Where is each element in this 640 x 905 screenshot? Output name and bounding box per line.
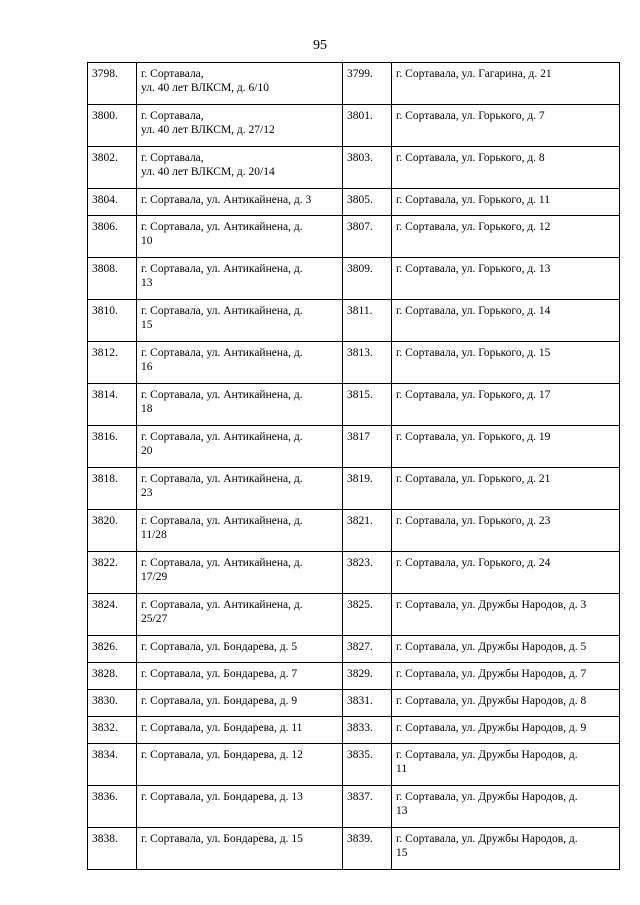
address-line: г. Сортавала, ул. Антикайнена, д.	[141, 263, 303, 275]
address-table	[87, 62, 620, 870]
address-line: г. Сортавала, ул. Антикайнена, д.	[141, 305, 303, 317]
address-line: г. Сортавала, ул. Антикайнена, д.	[141, 347, 303, 359]
entry-number-right: 3839.	[343, 828, 392, 870]
table-row	[88, 216, 620, 258]
address-line: г. Сортавала, ул. Дружбы Народов, д. 3	[396, 599, 587, 611]
address-line: г. Сортавала, ул. Дружбы Народов, д.	[396, 833, 578, 845]
address-left	[137, 690, 343, 717]
address-line: г. Сортавала, ул. Бондарева, д. 5	[141, 641, 298, 653]
address-line: г. Сортавала, ул. Бондарева, д. 9	[141, 695, 298, 707]
address-right	[392, 468, 620, 510]
entry-number-left: 3822.	[88, 552, 137, 594]
entry-number-right: 3821.	[343, 510, 392, 552]
address-line: 18	[141, 403, 153, 415]
table-row	[88, 510, 620, 552]
address-line: г. Сортавала, ул. Дружбы Народов, д. 7	[396, 668, 587, 680]
table-row	[88, 189, 620, 216]
entry-number-left: 3816.	[88, 426, 137, 468]
entry-number-right: 3825.	[343, 594, 392, 636]
entry-number-left: 3832.	[88, 717, 137, 744]
address-line: г. Сортавала, ул. Горького, д. 17	[396, 389, 551, 401]
address-right	[392, 690, 620, 717]
address-line: 13	[141, 277, 153, 289]
entry-number-right: 3811.	[343, 300, 392, 342]
address-line: г. Сортавала, ул. Горького, д. 24	[396, 557, 551, 569]
table-row	[88, 384, 620, 426]
address-line: г. Сортавала, ул. Горького, д. 13	[396, 263, 551, 275]
address-line: 17/29	[141, 571, 168, 583]
entry-number-right: 3823.	[343, 552, 392, 594]
address-line: ул. 40 лет ВЛКСМ, д. 20/14	[141, 166, 275, 178]
address-right	[392, 828, 620, 870]
table-row	[88, 258, 620, 300]
address-line: г. Сортавала, ул. Гагарина, д. 21	[396, 68, 552, 80]
address-left	[137, 744, 343, 786]
address-line: г. Сортавала, ул. Горького, д. 23	[396, 515, 551, 527]
table-row	[88, 426, 620, 468]
address-line: г. Сортавала, ул. Бондарева, д. 13	[141, 791, 303, 803]
address-right	[392, 552, 620, 594]
entry-number-left: 3800.	[88, 105, 137, 147]
address-left	[137, 552, 343, 594]
entry-number-right: 3815.	[343, 384, 392, 426]
address-left	[137, 216, 343, 258]
entry-number-left: 3810.	[88, 300, 137, 342]
entry-number-right: 3801.	[343, 105, 392, 147]
address-left	[137, 426, 343, 468]
address-left	[137, 384, 343, 426]
address-line: 16	[141, 361, 153, 373]
address-line: г. Сортавала, ул. Дружбы Народов, д.	[396, 749, 578, 761]
address-right	[392, 105, 620, 147]
entry-number-left: 3814.	[88, 384, 137, 426]
address-right	[392, 342, 620, 384]
entry-number-right: 3805.	[343, 189, 392, 216]
address-left	[137, 63, 343, 105]
table-row	[88, 594, 620, 636]
address-line: г. Сортавала, ул. Антикайнена, д.	[141, 221, 303, 233]
address-line: г. Сортавала, ул. Дружбы Народов, д. 8	[396, 695, 587, 707]
entry-number-right: 3817	[343, 426, 392, 468]
address-left	[137, 147, 343, 189]
address-left	[137, 786, 343, 828]
entry-number-right: 3799.	[343, 63, 392, 105]
address-right	[392, 300, 620, 342]
entry-number-right: 3809.	[343, 258, 392, 300]
address-line: 11	[396, 763, 408, 775]
address-right	[392, 786, 620, 828]
address-line: 15	[141, 319, 153, 331]
address-line: г. Сортавала, ул. Горького, д. 14	[396, 305, 551, 317]
entry-number-left: 3838.	[88, 828, 137, 870]
address-line: г. Сортавала, ул. Бондарева, д. 11	[141, 722, 303, 734]
address-left	[137, 189, 343, 216]
table-row	[88, 342, 620, 384]
address-line: г. Сортавала, ул. Дружбы Народов, д. 5	[396, 641, 587, 653]
entry-number-left: 3808.	[88, 258, 137, 300]
address-line: г. Сортавала, ул. Горького, д. 19	[396, 431, 551, 443]
address-line: г. Сортавала,	[141, 110, 204, 122]
entry-number-right: 3807.	[343, 216, 392, 258]
table-row	[88, 690, 620, 717]
address-line: г. Сортавала, ул. Антикайнена, д.	[141, 473, 303, 485]
table-row	[88, 717, 620, 744]
address-line: 11/28	[141, 529, 167, 541]
address-line: г. Сортавала, ул. Антикайнена, д.	[141, 557, 303, 569]
address-right	[392, 717, 620, 744]
address-left	[137, 663, 343, 690]
entry-number-right: 3835.	[343, 744, 392, 786]
address-right	[392, 216, 620, 258]
address-right	[392, 663, 620, 690]
address-line: 15	[396, 847, 408, 859]
entry-number-left: 3830.	[88, 690, 137, 717]
table-row	[88, 663, 620, 690]
table-row	[88, 552, 620, 594]
entry-number-right: 3831.	[343, 690, 392, 717]
entry-number-left: 3802.	[88, 147, 137, 189]
entry-number-left: 3820.	[88, 510, 137, 552]
address-line: 10	[141, 235, 153, 247]
address-line: г. Сортавала, ул. Горького, д. 21	[396, 473, 551, 485]
entry-number-left: 3828.	[88, 663, 137, 690]
address-right	[392, 510, 620, 552]
address-line: г. Сортавала, ул. Горького, д. 12	[396, 221, 551, 233]
address-right	[392, 594, 620, 636]
entry-number-right: 3813.	[343, 342, 392, 384]
table-row	[88, 636, 620, 663]
address-right	[392, 147, 620, 189]
address-line: г. Сортавала, ул. Антикайнена, д.	[141, 515, 303, 527]
address-line: 13	[396, 805, 408, 817]
address-line: г. Сортавала, ул. Антикайнена, д.	[141, 599, 303, 611]
address-line: г. Сортавала,	[141, 152, 204, 164]
address-left	[137, 717, 343, 744]
address-line: 20	[141, 445, 153, 457]
table-row	[88, 744, 620, 786]
address-right	[392, 63, 620, 105]
address-table-body	[88, 63, 620, 870]
entry-number-right: 3837.	[343, 786, 392, 828]
table-row	[88, 468, 620, 510]
address-line: г. Сортавала, ул. Бондарева, д. 7	[141, 668, 298, 680]
entry-number-right: 3803.	[343, 147, 392, 189]
address-line: г. Сортавала, ул. Антикайнена, д.	[141, 389, 303, 401]
address-right	[392, 744, 620, 786]
entry-number-left: 3806.	[88, 216, 137, 258]
address-left	[137, 342, 343, 384]
entry-number-left: 3824.	[88, 594, 137, 636]
address-line: г. Сортавала, ул. Дружбы Народов, д.	[396, 791, 578, 803]
entry-number-left: 3818.	[88, 468, 137, 510]
table-row	[88, 147, 620, 189]
address-line: г. Сортавала, ул. Антикайнена, д. 3	[141, 194, 312, 206]
address-left	[137, 636, 343, 663]
address-line: г. Сортавала, ул. Горького, д. 11	[396, 194, 551, 206]
address-right	[392, 636, 620, 663]
address-line: г. Сортавала,	[141, 68, 204, 80]
address-line: г. Сортавала, ул. Горького, д. 7	[396, 110, 545, 122]
address-right	[392, 384, 620, 426]
address-line: г. Сортавала, ул. Горького, д. 8	[396, 152, 545, 164]
address-left	[137, 828, 343, 870]
address-line: ул. 40 лет ВЛКСМ, д. 6/10	[141, 82, 269, 94]
entry-number-left: 3798.	[88, 63, 137, 105]
entry-number-right: 3827.	[343, 636, 392, 663]
address-line: г. Сортавала, ул. Антикайнена, д.	[141, 431, 303, 443]
address-right	[392, 189, 620, 216]
address-line: ул. 40 лет ВЛКСМ, д. 27/12	[141, 124, 275, 136]
entry-number-right: 3819.	[343, 468, 392, 510]
table-row	[88, 828, 620, 870]
table-row	[88, 300, 620, 342]
address-line: 23	[141, 487, 153, 499]
table-row	[88, 63, 620, 105]
address-line: г. Сортавала, ул. Бондарева, д. 12	[141, 749, 303, 761]
address-left	[137, 594, 343, 636]
entry-number-left: 3804.	[88, 189, 137, 216]
entry-number-left: 3836.	[88, 786, 137, 828]
address-left	[137, 105, 343, 147]
entry-number-left: 3834.	[88, 744, 137, 786]
address-left	[137, 468, 343, 510]
entry-number-right: 3829.	[343, 663, 392, 690]
address-line: г. Сортавала, ул. Горького, д. 15	[396, 347, 551, 359]
address-line: г. Сортавала, ул. Дружбы Народов, д. 9	[396, 722, 587, 734]
address-left	[137, 510, 343, 552]
address-left	[137, 258, 343, 300]
table-row	[88, 786, 620, 828]
address-left	[137, 300, 343, 342]
address-line: 25/27	[141, 613, 168, 625]
entry-number-left: 3826.	[88, 636, 137, 663]
table-row	[88, 105, 620, 147]
page-number: 95	[313, 38, 327, 53]
address-line: г. Сортавала, ул. Бондарева, д. 15	[141, 833, 303, 845]
entry-number-left: 3812.	[88, 342, 137, 384]
entry-number-right: 3833.	[343, 717, 392, 744]
address-right	[392, 426, 620, 468]
address-right	[392, 258, 620, 300]
